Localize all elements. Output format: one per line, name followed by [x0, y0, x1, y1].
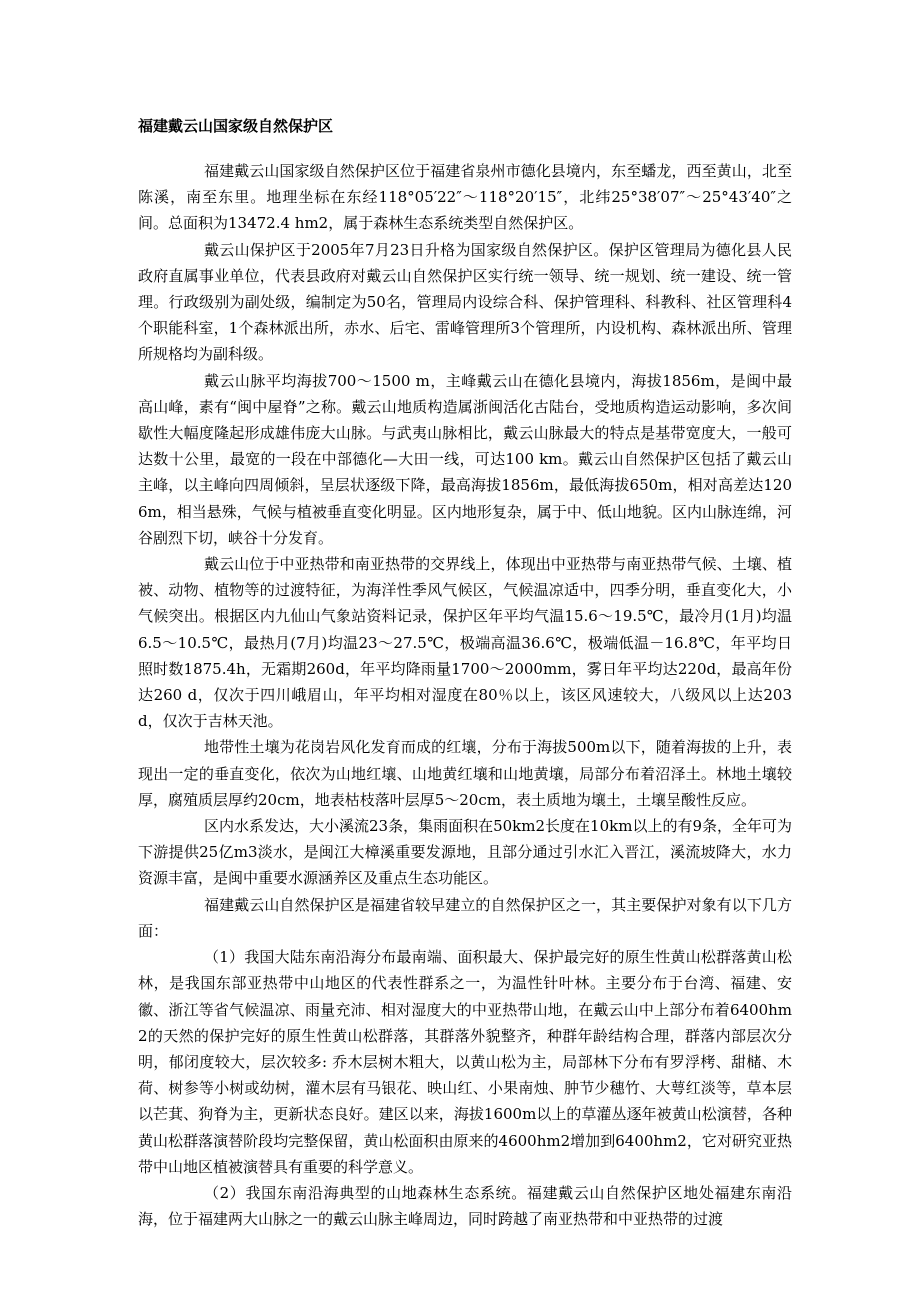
document-body	[138, 158, 792, 1232]
paragraph-topography: 戴云山脉平均海拔700～1500 m，主峰戴云山在德化县境内，海拔1856m，是闽中最高山峰，素有“闽中屋脊”之称。戴云山地质构造属浙闽活化古陆台，受地质构造运动影响，多次间歇性大幅度隆起形成雄伟庞大山脉。与武夷山脉相比，戴云山脉最大的特点是基带宽度大，一般可达数十公里，最宽的一段在中部德化—大田一线，可达100 km。戴云山自然保护区包括了戴云山主峰，以主峰向四周倾斜，呈层状逐级下降，最高海拔1856m，最低海拔650m，相对高差达1206m，相当悬殊，气候与植被垂直变化明显。区内地形复杂，属于中、低山地貌。区内山脉连绵，河谷剧烈下切，峡谷十分发育。	[138, 371, 792, 547]
paragraph-protection-item-1: （1）我国大陆东南沿海分布最南端、面积最大、保护最完好的原生性黄山松群落黄山松林，是我国东部亚热带中山地区的代表性群系之一，为温性针叶林。主要分布于台湾、福建、安徽、浙江等省气候温凉、雨量充沛、相对湿度大的中亚热带山地，在戴云山中上部分布着6400hm2的天然的保护完好的原生性黄山松群落，其群落外貌整齐，种群年龄结构合理，群落内部层次分明，郁闭度较大，层次较多: 乔木层树木粗大，以黄山松为主，局部林下分布有罗浮栲、甜槠、木荷、树参等小树或幼树，灌木层有马银花、映山红、小果南烛、肿节少穗竹、大萼红淡等，草本层以芒萁、狗脊为主，更新状态良好。建区以来，海拔1600m以上的草灌丛逐年被黄山松演替，各种黄山松群落演替阶段均完整保留，黄山松面积由原来的4600hm2增加到6400hm2，它对研究亚热带中山地区植被演替具有重要的科学意义。	[138, 948, 792, 1176]
document-title: 福建戴云山国家级自然保护区	[138, 117, 334, 135]
paragraph-location: 福建戴云山国家级自然保护区位于福建省泉州市德化县境内，东至蟠龙，西至黄山，北至陈溪，南至东里。地理坐标在东经118°05′22″～118°20′15″，北纬25°38′07″～25°43′40″之间。总面积为13472.4 hm2，属于森林生态系统类型自然保护区。	[138, 162, 792, 233]
paragraph-climate: 戴云山位于中亚热带和南亚热带的交界线上，体现出中亚热带与南亚热带气候、土壤、植被、动物、植物等的过渡特征，为海洋性季风气候区，气候温凉适中，四季分明，垂直变化大，小气候突出。根据区内九仙山气象站资料记录，保护区年平均气温15.6～19.5℃，最冷月(1月)均温6.5～10.5℃，最热月(7月)均温23～27.5℃，极端高温36.6℃，极端低温－16.8℃，年平均日照时数1875.4h，无霜期260d，年平均降雨量1700～2000mm，雾日年平均达220d，最高年份达260 d，仅次于四川峨眉山，年平均相对湿度在80％以上，该区风速较大，八级风以上达203d，仅次于吉林天池。	[138, 555, 792, 731]
paragraph-hydrology: 区内水系发达，大小溪流23条，集雨面积在50km2长度在10km以上的有9条，全年可为下游提供25亿m3淡水，是闽江大樟溪重要发源地，且部分通过引水汇入晋江，溪流坡降大，水力资源丰富，是闽中重要水源涵养区及重点生态功能区。	[138, 817, 792, 888]
paragraph-protection-intro: 福建戴云山自然保护区是福建省较早建立的自然保护区之一，其主要保护对象有以下几方面：	[138, 895, 792, 940]
paragraph-soil: 地带性土壤为花岗岩风化发育而成的红壤，分布于海拔500m以下，随着海拔的上升，表现出一定的垂直变化，依次为山地红壤、山地黄红壤和山地黄壤，局部分布着沼泽土。林地土壤较厚，腐殖质层厚约20cm，地表枯枝落叶层厚5～20cm，表土质地为壤土，土壤呈酸性反应。	[138, 738, 792, 809]
paragraph-administration: 戴云山保护区于2005年7月23日升格为国家级自然保护区。保护区管理局为德化县人民政府直属事业单位，代表县政府对戴云山自然保护区实行统一领导、统一规划、统一建设、统一管理。行政级别为副处级，编制定为50名，管理局内设综合科、保护管理科、科教科、社区管理科4个职能科室，1个森林派出所，赤水、后宅、雷峰管理所3个管理所，内设机构、森林派出所、管理所规格均为副科级。	[138, 240, 792, 364]
paragraph-protection-item-2: （2）我国东南沿海典型的山地森林生态系统。福建戴云山自然保护区地处福建东南沿海，位于福建两大山脉之一的戴云山脉主峰周边，同时跨越了南亚热带和中亚热带的过渡	[138, 1183, 792, 1229]
